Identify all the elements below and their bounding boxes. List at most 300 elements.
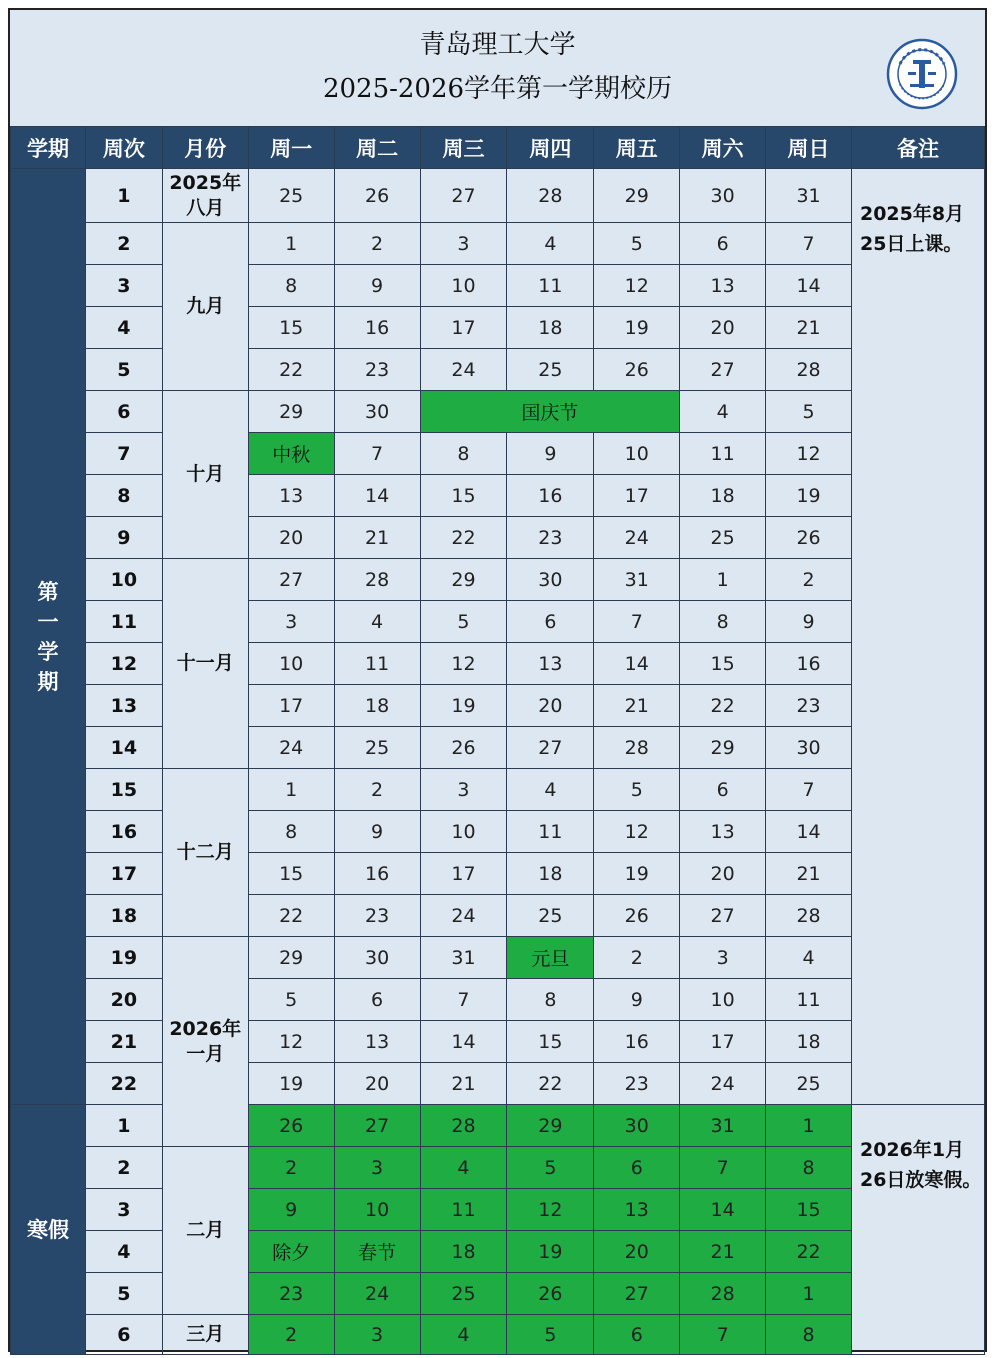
- day-cell: 27: [248, 559, 334, 601]
- day-cell: 30: [680, 169, 766, 223]
- day-cell: 29: [680, 727, 766, 769]
- day-cell: 20: [248, 517, 334, 559]
- day-cell: 18: [334, 685, 420, 727]
- term-label-line: 一: [37, 609, 59, 634]
- day-cell: 2: [334, 769, 420, 811]
- day-cell: 1: [248, 769, 334, 811]
- day-cell: 30: [594, 1105, 680, 1147]
- day-cell: 16: [507, 475, 594, 517]
- day-cell: 14: [766, 265, 852, 307]
- day-cell: 24: [420, 895, 507, 937]
- week-number: 12: [85, 643, 162, 685]
- day-cell: 25: [420, 1273, 507, 1315]
- day-cell: 25: [680, 517, 766, 559]
- day-cell: 31: [766, 169, 852, 223]
- month-label-line: 三月: [186, 1323, 225, 1345]
- day-cell: 27: [334, 1105, 420, 1147]
- table-row: [11, 979, 985, 1021]
- day-cell: 27: [507, 727, 594, 769]
- university-seal-icon: [886, 38, 958, 110]
- day-cell: 13: [248, 475, 334, 517]
- col-header-mon: 周一: [248, 127, 334, 169]
- week-number: 19: [85, 937, 162, 979]
- day-cell: 11: [507, 265, 594, 307]
- month-cell: [162, 169, 248, 223]
- col-header-month: 月份: [162, 127, 248, 169]
- day-cell: 20: [680, 853, 766, 895]
- day-cell: 31: [420, 937, 507, 979]
- col-header-week: 周次: [85, 127, 162, 169]
- month-label-line: 十一月: [176, 652, 234, 674]
- day-cell: 20: [680, 307, 766, 349]
- day-cell: 1: [766, 1273, 852, 1315]
- month-label-line: 九月: [186, 295, 225, 317]
- calendar-body: [11, 169, 985, 1355]
- table-row: [11, 1315, 985, 1355]
- day-cell: 24: [680, 1063, 766, 1105]
- day-cell: 19: [420, 685, 507, 727]
- day-cell: 22: [248, 349, 334, 391]
- day-cell: 12: [507, 1189, 594, 1231]
- day-cell: 7: [680, 1147, 766, 1189]
- day-cell: 4: [420, 1315, 507, 1355]
- holiday-new-year: 元旦: [507, 937, 594, 979]
- day-cell: 3: [420, 769, 507, 811]
- day-cell: 5: [420, 601, 507, 643]
- day-cell: 21: [334, 517, 420, 559]
- holiday-national-day: 国庆节: [420, 391, 680, 433]
- day-cell: 24: [334, 1273, 420, 1315]
- day-cell: 19: [766, 475, 852, 517]
- calendar-table: [10, 126, 985, 1355]
- table-row: [11, 853, 985, 895]
- table-row: [11, 475, 985, 517]
- day-cell: 10: [248, 643, 334, 685]
- week-number: 17: [85, 853, 162, 895]
- week-number: 6: [85, 1315, 162, 1355]
- month-cell: [162, 769, 248, 937]
- day-cell: 19: [594, 307, 680, 349]
- day-cell: 22: [507, 1063, 594, 1105]
- week-number: 15: [85, 769, 162, 811]
- day-cell: 23: [766, 685, 852, 727]
- week-number: 5: [85, 349, 162, 391]
- term-cell: [11, 1105, 86, 1355]
- day-cell: 10: [680, 979, 766, 1021]
- day-cell: 15: [766, 1189, 852, 1231]
- day-cell: 19: [507, 1231, 594, 1273]
- day-cell: 1: [680, 559, 766, 601]
- day-cell: 13: [507, 643, 594, 685]
- day-cell: 23: [248, 1273, 334, 1315]
- day-cell: 7: [334, 433, 420, 475]
- table-row: [11, 169, 985, 223]
- term-label-line: 寒假: [26, 1217, 69, 1242]
- day-cell: 29: [248, 391, 334, 433]
- day-cell: 8: [507, 979, 594, 1021]
- week-number: 18: [85, 895, 162, 937]
- table-row: [11, 937, 985, 979]
- day-cell: 4: [420, 1147, 507, 1189]
- day-cell: 15: [420, 475, 507, 517]
- day-cell: 13: [680, 811, 766, 853]
- day-cell: 8: [248, 265, 334, 307]
- week-number: 22: [85, 1063, 162, 1105]
- day-cell: 22: [420, 517, 507, 559]
- day-cell: 26: [507, 1273, 594, 1315]
- day-cell: 19: [594, 853, 680, 895]
- day-cell: 6: [680, 223, 766, 265]
- day-cell: 10: [420, 265, 507, 307]
- table-row: [11, 391, 985, 433]
- holiday-mid-autumn: 中秋: [248, 433, 334, 475]
- table-row: [11, 1105, 985, 1147]
- day-cell: 12: [766, 433, 852, 475]
- day-cell: 31: [594, 559, 680, 601]
- day-cell: 21: [680, 1231, 766, 1273]
- day-cell: 18: [680, 475, 766, 517]
- day-cell: 10: [420, 811, 507, 853]
- day-cell: 26: [594, 349, 680, 391]
- table-row: [11, 769, 985, 811]
- day-cell: 4: [680, 391, 766, 433]
- day-cell: 12: [594, 265, 680, 307]
- day-cell: 1: [248, 223, 334, 265]
- month-cell: [162, 1147, 248, 1315]
- table-row: [11, 1021, 985, 1063]
- holiday-new-year-eve: 除夕: [248, 1231, 334, 1273]
- day-cell: 5: [594, 223, 680, 265]
- day-cell: 29: [248, 937, 334, 979]
- day-cell: 28: [594, 727, 680, 769]
- day-cell: 30: [334, 937, 420, 979]
- day-cell: 13: [680, 265, 766, 307]
- day-cell: 13: [594, 1189, 680, 1231]
- day-cell: 3: [334, 1315, 420, 1355]
- month-cell: [162, 1315, 248, 1355]
- day-cell: 17: [594, 475, 680, 517]
- col-header-tue: 周二: [334, 127, 420, 169]
- month-cell: [162, 559, 248, 769]
- day-cell: 6: [507, 601, 594, 643]
- day-cell: 28: [766, 349, 852, 391]
- week-number: 5: [85, 1273, 162, 1315]
- month-cell: [162, 937, 248, 1147]
- col-header-wed: 周三: [420, 127, 507, 169]
- day-cell: 17: [680, 1021, 766, 1063]
- day-cell: 10: [334, 1189, 420, 1231]
- day-cell: 7: [594, 601, 680, 643]
- day-cell: 14: [766, 811, 852, 853]
- day-cell: 21: [420, 1063, 507, 1105]
- day-cell: 29: [594, 169, 680, 223]
- month-label-line: 2025年: [169, 171, 242, 194]
- week-number: 2: [85, 223, 162, 265]
- day-cell: 8: [248, 811, 334, 853]
- day-cell: 5: [248, 979, 334, 1021]
- day-cell: 21: [766, 853, 852, 895]
- day-cell: 18: [766, 1021, 852, 1063]
- month-label-line: 十二月: [176, 841, 234, 863]
- day-cell: 2: [248, 1147, 334, 1189]
- week-number: 2: [85, 1147, 162, 1189]
- table-row: [11, 685, 985, 727]
- day-cell: 27: [680, 895, 766, 937]
- table-row: [11, 1147, 985, 1189]
- week-number: 13: [85, 685, 162, 727]
- day-cell: 26: [334, 169, 420, 223]
- day-cell: 27: [680, 349, 766, 391]
- holiday-spring-festival: 春节: [334, 1231, 420, 1273]
- week-number: 4: [85, 307, 162, 349]
- week-number: 4: [85, 1231, 162, 1273]
- day-cell: 13: [334, 1021, 420, 1063]
- day-cell: 26: [766, 517, 852, 559]
- col-header-thu: 周四: [507, 127, 594, 169]
- day-cell: 27: [420, 169, 507, 223]
- table-row: [11, 433, 985, 475]
- week-number: 7: [85, 433, 162, 475]
- day-cell: 21: [766, 307, 852, 349]
- note-text-line: 2026年1月: [859, 1139, 965, 1161]
- month-label-line: 十月: [186, 463, 225, 485]
- col-header-sun: 周日: [766, 127, 852, 169]
- day-cell: 2: [594, 937, 680, 979]
- table-row: [11, 895, 985, 937]
- day-cell: 7: [420, 979, 507, 1021]
- day-cell: 15: [680, 643, 766, 685]
- day-cell: 9: [334, 811, 420, 853]
- calendar-title: 2025-2026学年第一学期校历: [322, 74, 673, 104]
- day-cell: 30: [766, 727, 852, 769]
- day-cell: 18: [507, 307, 594, 349]
- note-text-line: 26日放寒假。: [859, 1169, 982, 1191]
- table-row: [11, 1189, 985, 1231]
- day-cell: 16: [766, 643, 852, 685]
- day-cell: 26: [248, 1105, 334, 1147]
- day-cell: 24: [420, 349, 507, 391]
- day-cell: 5: [594, 769, 680, 811]
- week-number: 11: [85, 601, 162, 643]
- day-cell: 3: [420, 223, 507, 265]
- day-cell: 28: [680, 1273, 766, 1315]
- day-cell: 11: [766, 979, 852, 1021]
- day-cell: 9: [594, 979, 680, 1021]
- table-row: [11, 223, 985, 265]
- day-cell: 11: [507, 811, 594, 853]
- day-cell: 8: [766, 1147, 852, 1189]
- term-label-line: 学: [37, 639, 59, 664]
- table-row: [11, 601, 985, 643]
- table-row: [11, 727, 985, 769]
- day-cell: 25: [334, 727, 420, 769]
- week-number: 1: [85, 1105, 162, 1147]
- day-cell: 2: [334, 223, 420, 265]
- week-number: 16: [85, 811, 162, 853]
- col-header-term: 学期: [11, 127, 86, 169]
- day-cell: 9: [766, 601, 852, 643]
- day-cell: 9: [507, 433, 594, 475]
- table-row: [11, 307, 985, 349]
- week-number: 14: [85, 727, 162, 769]
- week-number: 20: [85, 979, 162, 1021]
- table-row: [11, 349, 985, 391]
- day-cell: 18: [420, 1231, 507, 1273]
- day-cell: 10: [594, 433, 680, 475]
- day-cell: 25: [766, 1063, 852, 1105]
- day-cell: 22: [680, 685, 766, 727]
- day-cell: 16: [594, 1021, 680, 1063]
- day-cell: 23: [334, 895, 420, 937]
- day-cell: 6: [594, 1315, 680, 1355]
- calendar-header: [10, 10, 985, 126]
- day-cell: 14: [594, 643, 680, 685]
- day-cell: 19: [248, 1063, 334, 1105]
- term-cell: [11, 169, 86, 1105]
- note-cell: [851, 1105, 984, 1355]
- table-row: [11, 265, 985, 307]
- day-cell: 22: [248, 895, 334, 937]
- day-cell: 5: [507, 1147, 594, 1189]
- header-row: [11, 127, 985, 169]
- day-cell: 26: [594, 895, 680, 937]
- day-cell: 12: [594, 811, 680, 853]
- day-cell: 4: [766, 937, 852, 979]
- table-row: [11, 1231, 985, 1273]
- note-text-line: 2025年8月: [859, 203, 965, 225]
- term-label-line: 期: [37, 669, 59, 694]
- month-cell: [162, 223, 248, 391]
- table-row: [11, 643, 985, 685]
- day-cell: 28: [507, 169, 594, 223]
- day-cell: 14: [420, 1021, 507, 1063]
- day-cell: 9: [334, 265, 420, 307]
- day-cell: 24: [248, 727, 334, 769]
- day-cell: 2: [248, 1315, 334, 1355]
- day-cell: 20: [334, 1063, 420, 1105]
- day-cell: 25: [248, 169, 334, 223]
- week-number: 1: [85, 169, 162, 223]
- day-cell: 27: [594, 1273, 680, 1315]
- day-cell: 4: [507, 223, 594, 265]
- day-cell: 28: [334, 559, 420, 601]
- day-cell: 5: [766, 391, 852, 433]
- week-number: 8: [85, 475, 162, 517]
- month-cell: [162, 391, 248, 559]
- col-header-notes: 备注: [851, 127, 984, 169]
- day-cell: 4: [334, 601, 420, 643]
- day-cell: 7: [766, 769, 852, 811]
- day-cell: 30: [334, 391, 420, 433]
- day-cell: 5: [507, 1315, 594, 1355]
- month-label-line: 二月: [186, 1219, 225, 1241]
- week-number: 6: [85, 391, 162, 433]
- day-cell: 23: [334, 349, 420, 391]
- col-header-sat: 周六: [680, 127, 766, 169]
- day-cell: 15: [507, 1021, 594, 1063]
- day-cell: 25: [507, 349, 594, 391]
- day-cell: 14: [334, 475, 420, 517]
- day-cell: 7: [680, 1315, 766, 1355]
- day-cell: 3: [680, 937, 766, 979]
- day-cell: 6: [594, 1147, 680, 1189]
- term-label-line: 第: [37, 579, 59, 604]
- table-row: [11, 517, 985, 559]
- day-cell: 2: [766, 559, 852, 601]
- table-row: [11, 811, 985, 853]
- day-cell: 4: [507, 769, 594, 811]
- day-cell: 6: [680, 769, 766, 811]
- week-number: 9: [85, 517, 162, 559]
- day-cell: 6: [334, 979, 420, 1021]
- day-cell: 21: [594, 685, 680, 727]
- month-label-line: 一月: [186, 1042, 225, 1065]
- note-text-line: 25日上课。: [859, 233, 963, 255]
- week-number: 3: [85, 1189, 162, 1231]
- day-cell: 12: [248, 1021, 334, 1063]
- day-cell: 16: [334, 307, 420, 349]
- day-cell: 14: [680, 1189, 766, 1231]
- day-cell: 16: [334, 853, 420, 895]
- table-row: [11, 559, 985, 601]
- university-name: 青岛理工大学: [419, 30, 576, 60]
- day-cell: 22: [766, 1231, 852, 1273]
- day-cell: 7: [766, 223, 852, 265]
- note-cell: [851, 169, 984, 1105]
- day-cell: 15: [248, 853, 334, 895]
- day-cell: 1: [766, 1105, 852, 1147]
- day-cell: 8: [766, 1315, 852, 1355]
- week-number: 10: [85, 559, 162, 601]
- month-label-line: 2026年: [169, 1017, 242, 1040]
- table-row: [11, 1273, 985, 1315]
- day-cell: 17: [420, 853, 507, 895]
- day-cell: 29: [507, 1105, 594, 1147]
- day-cell: 29: [420, 559, 507, 601]
- day-cell: 11: [680, 433, 766, 475]
- week-number: 21: [85, 1021, 162, 1063]
- day-cell: 28: [766, 895, 852, 937]
- table-row: [11, 1063, 985, 1105]
- day-cell: 28: [420, 1105, 507, 1147]
- day-cell: 8: [680, 601, 766, 643]
- day-cell: 30: [507, 559, 594, 601]
- day-cell: 9: [248, 1189, 334, 1231]
- day-cell: 20: [507, 685, 594, 727]
- day-cell: 23: [507, 517, 594, 559]
- day-cell: 20: [594, 1231, 680, 1273]
- day-cell: 8: [420, 433, 507, 475]
- day-cell: 25: [507, 895, 594, 937]
- day-cell: 26: [420, 727, 507, 769]
- day-cell: 12: [420, 643, 507, 685]
- week-number: 3: [85, 265, 162, 307]
- day-cell: 18: [507, 853, 594, 895]
- day-cell: 15: [248, 307, 334, 349]
- col-header-fri: 周五: [594, 127, 680, 169]
- day-cell: 17: [248, 685, 334, 727]
- day-cell: 3: [334, 1147, 420, 1189]
- day-cell: 17: [420, 307, 507, 349]
- month-label-line: 八月: [186, 196, 225, 219]
- calendar-frame: [8, 8, 987, 1352]
- day-cell: 31: [680, 1105, 766, 1147]
- day-cell: 11: [420, 1189, 507, 1231]
- day-cell: 3: [248, 601, 334, 643]
- day-cell: 24: [594, 517, 680, 559]
- day-cell: 23: [594, 1063, 680, 1105]
- day-cell: 11: [334, 643, 420, 685]
